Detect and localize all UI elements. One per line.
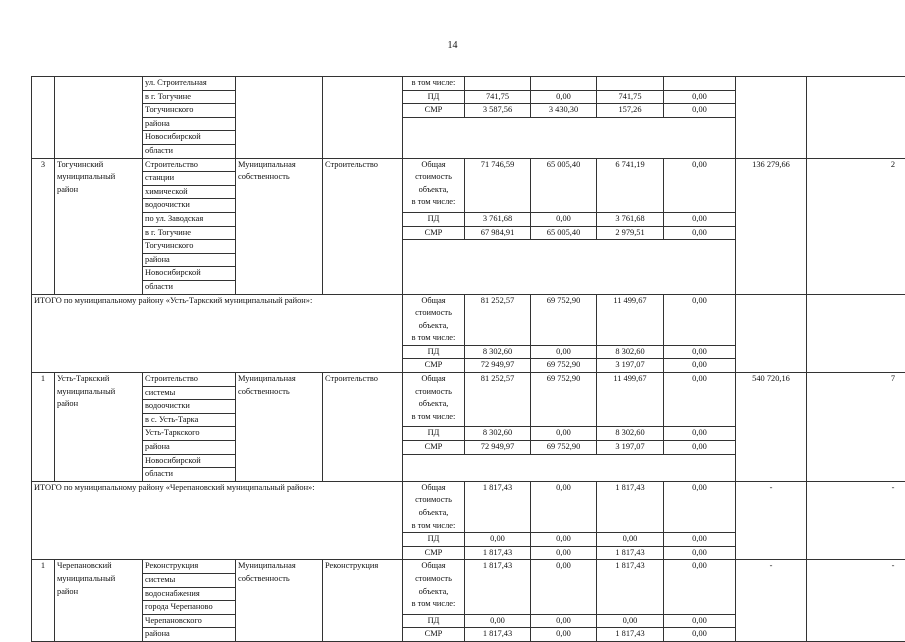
value-total: 3 761,68 [465, 212, 531, 226]
ownership-type: Муниципальная собственность [236, 158, 323, 294]
total-v4: 0,00 [664, 481, 736, 532]
empty-cell [403, 454, 736, 481]
value-total: 8 302,60 [465, 345, 531, 359]
value-regional: 3 197,07 [597, 359, 664, 373]
object-name-line: области [143, 144, 236, 158]
total-cost-label: Общая стоимость объекта, в том числе: [403, 294, 465, 345]
value-federal: 0,00 [531, 345, 597, 359]
ownership-type: Муниципальная собственность [236, 373, 323, 482]
object-name-line: города Черепаново [143, 601, 236, 615]
extra2-value: - [807, 560, 905, 642]
total-v1: 81 252,57 [465, 294, 531, 345]
value-total: 8 302,60 [465, 427, 531, 441]
object-name-line: Новосибирской [143, 267, 236, 281]
extra2-value: - [807, 481, 905, 560]
row-number: 3 [32, 158, 55, 294]
value-local: 0,00 [664, 90, 736, 104]
work-type: Строительство [323, 158, 403, 294]
object-name-line: района [143, 441, 236, 455]
value-local: 0,00 [664, 546, 736, 560]
work-type: Реконструкция [323, 560, 403, 642]
value-local: 0,00 [664, 441, 736, 455]
value-regional: 157,26 [597, 104, 664, 118]
cost-label-smr: СМР [403, 359, 465, 373]
object-name-line: системы [143, 386, 236, 400]
total-v1: 1 817,43 [465, 481, 531, 532]
row-number: 1 [32, 560, 55, 642]
value-local: 0,00 [664, 533, 736, 547]
value-federal: 69 752,90 [531, 441, 597, 455]
total-cost-label: Общая стоимость объекта, в том числе: [403, 373, 465, 427]
itogo-title: ИТОГО по муниципальному району «Черепановский муниципальный район»: [32, 481, 403, 560]
object-name-line: Новосибирской [143, 131, 236, 145]
object-name-line: в г. Тогучине [143, 226, 236, 240]
total-v1: 81 252,57 [465, 373, 531, 427]
cost-label-pd: ПД [403, 345, 465, 359]
object-name-line: в с. Усть-Тарка [143, 413, 236, 427]
value-regional: 0,00 [597, 533, 664, 547]
extra2-cell [807, 77, 905, 159]
value-regional: 8 302,60 [597, 345, 664, 359]
cost-label-smr: СМР [403, 441, 465, 455]
cost-label-pd: ПД [403, 533, 465, 547]
total-v1: 71 746,59 [465, 158, 531, 212]
total-v2: 0,00 [531, 560, 597, 614]
value-regional: 1 817,43 [597, 546, 664, 560]
object-name-line: Строительство [143, 373, 236, 387]
value-local [664, 77, 736, 91]
cost-label-smr: СМР [403, 226, 465, 240]
value-federal: 65 005,40 [531, 226, 597, 240]
object-name-line: Усть-Таркского [143, 427, 236, 441]
object-name-line: водоочистки [143, 400, 236, 414]
value-total: 1 817,43 [465, 628, 531, 642]
extra1-value: 136 279,66 [736, 158, 807, 294]
extra2-value: 7 [807, 373, 905, 482]
value-regional [597, 77, 664, 91]
total-v2: 69 752,90 [531, 294, 597, 345]
value-local: 0,00 [664, 345, 736, 359]
total-v3: 1 817,43 [597, 481, 664, 532]
object-name-line: области [143, 468, 236, 482]
object-name-line: Тогучинского [143, 240, 236, 254]
value-total: 741,75 [465, 90, 531, 104]
cost-label-smr: СМР [403, 546, 465, 560]
total-v4: 0,00 [664, 158, 736, 212]
object-name-line: Реконструкция [143, 560, 236, 574]
total-v3: 11 499,67 [597, 294, 664, 345]
value-federal: 0,00 [531, 614, 597, 628]
municipality-name: Черепановский муниципальный район [55, 560, 143, 642]
value-federal: 0,00 [531, 427, 597, 441]
ownership-cell [236, 77, 323, 159]
value-local: 0,00 [664, 614, 736, 628]
municipality-name: Тогучинский муниципальный район [55, 158, 143, 294]
value-regional: 3 197,07 [597, 441, 664, 455]
object-name-line: Тогучинского [143, 104, 236, 118]
value-federal [531, 77, 597, 91]
object-name-line: района [143, 253, 236, 267]
value-federal: 0,00 [531, 212, 597, 226]
object-name-line: Строительство [143, 158, 236, 172]
value-local: 0,00 [664, 359, 736, 373]
value-local: 0,00 [664, 226, 736, 240]
total-v4: 0,00 [664, 294, 736, 345]
value-regional: 3 761,68 [597, 212, 664, 226]
table-row [32, 77, 905, 91]
total-v2: 65 005,40 [531, 158, 597, 212]
cost-label-smr: СМР [403, 628, 465, 642]
work-type-cell [323, 77, 403, 159]
value-regional: 741,75 [597, 90, 664, 104]
page-number: 14 [0, 40, 905, 51]
extra1-value: 540 720,16 [736, 373, 807, 482]
total-v3: 6 741,19 [597, 158, 664, 212]
value-federal: 3 430,30 [531, 104, 597, 118]
extra2-value: 2 [807, 158, 905, 294]
extra2-value [807, 294, 905, 373]
total-v1: 1 817,43 [465, 560, 531, 614]
cost-label: в том числе: [403, 77, 465, 91]
value-local: 0,00 [664, 212, 736, 226]
value-regional: 0,00 [597, 614, 664, 628]
extra1-value: - [736, 481, 807, 560]
value-regional: 8 302,60 [597, 427, 664, 441]
itogo-row [32, 294, 905, 307]
total-cost-label: Общая стоимость объекта, в том числе: [403, 481, 465, 532]
extra1-value [736, 294, 807, 373]
value-total: 1 817,43 [465, 546, 531, 560]
total-v3: 1 817,43 [597, 560, 664, 614]
municipality-cell [55, 77, 143, 159]
total-v3: 11 499,67 [597, 373, 664, 427]
object-name-line: района [143, 628, 236, 642]
budget-table [31, 76, 905, 642]
value-federal: 0,00 [531, 90, 597, 104]
value-total: 0,00 [465, 533, 531, 547]
object-name-line: в г. Тогучине [143, 90, 236, 104]
cost-label: СМР [403, 104, 465, 118]
municipality-name: Усть-Таркский муниципальный район [55, 373, 143, 482]
itogo-row [32, 481, 905, 494]
total-cost-label: Общая стоимость объекта, в том числе: [403, 158, 465, 212]
value-total: 0,00 [465, 614, 531, 628]
work-type: Строительство [323, 373, 403, 482]
object-name-line: ул. Строительная [143, 77, 236, 91]
object-row [32, 373, 905, 387]
total-v4: 0,00 [664, 560, 736, 614]
itogo-title: ИТОГО по муниципальному району «Усть-Таркский муниципальный район»: [32, 294, 403, 373]
value-federal: 0,00 [531, 628, 597, 642]
empty-cell [403, 240, 736, 294]
value-local: 0,00 [664, 628, 736, 642]
object-name-line: системы [143, 573, 236, 587]
object-row [32, 560, 905, 574]
cost-label-pd: ПД [403, 614, 465, 628]
value-federal: 0,00 [531, 533, 597, 547]
object-name-line: станции [143, 172, 236, 186]
value-regional: 1 817,43 [597, 628, 664, 642]
total-v2: 69 752,90 [531, 373, 597, 427]
empty-cell [403, 117, 736, 158]
value-federal: 69 752,90 [531, 359, 597, 373]
value-local: 0,00 [664, 104, 736, 118]
total-cost-label: Общая стоимость объекта, в том числе: [403, 560, 465, 614]
value-total: 3 587,56 [465, 104, 531, 118]
value-total [465, 77, 531, 91]
value-local: 0,00 [664, 427, 736, 441]
object-name-line: Черепановского [143, 614, 236, 628]
value-regional: 2 979,51 [597, 226, 664, 240]
object-row [32, 158, 905, 172]
cost-label-pd: ПД [403, 427, 465, 441]
total-v2: 0,00 [531, 481, 597, 532]
total-v4: 0,00 [664, 373, 736, 427]
value-total: 67 984,91 [465, 226, 531, 240]
object-name-line: области [143, 280, 236, 294]
value-total: 72 949,97 [465, 441, 531, 455]
ownership-type: Муниципальная собственность [236, 560, 323, 642]
row-number: 1 [32, 373, 55, 482]
object-name-line: Новосибирской [143, 454, 236, 468]
cost-label-pd: ПД [403, 212, 465, 226]
table-body [32, 77, 905, 642]
object-name-line: водоснабжения [143, 587, 236, 601]
cost-label: ПД [403, 90, 465, 104]
extra1-value: - [736, 560, 807, 642]
extra1-cell [736, 77, 807, 159]
object-name-line: водоочистки [143, 199, 236, 213]
object-name-line: района [143, 117, 236, 131]
num-cell [32, 77, 55, 159]
object-name-line: химической [143, 185, 236, 199]
object-name-line: по ул. Заводская [143, 212, 236, 226]
value-federal: 0,00 [531, 546, 597, 560]
value-total: 72 949,97 [465, 359, 531, 373]
